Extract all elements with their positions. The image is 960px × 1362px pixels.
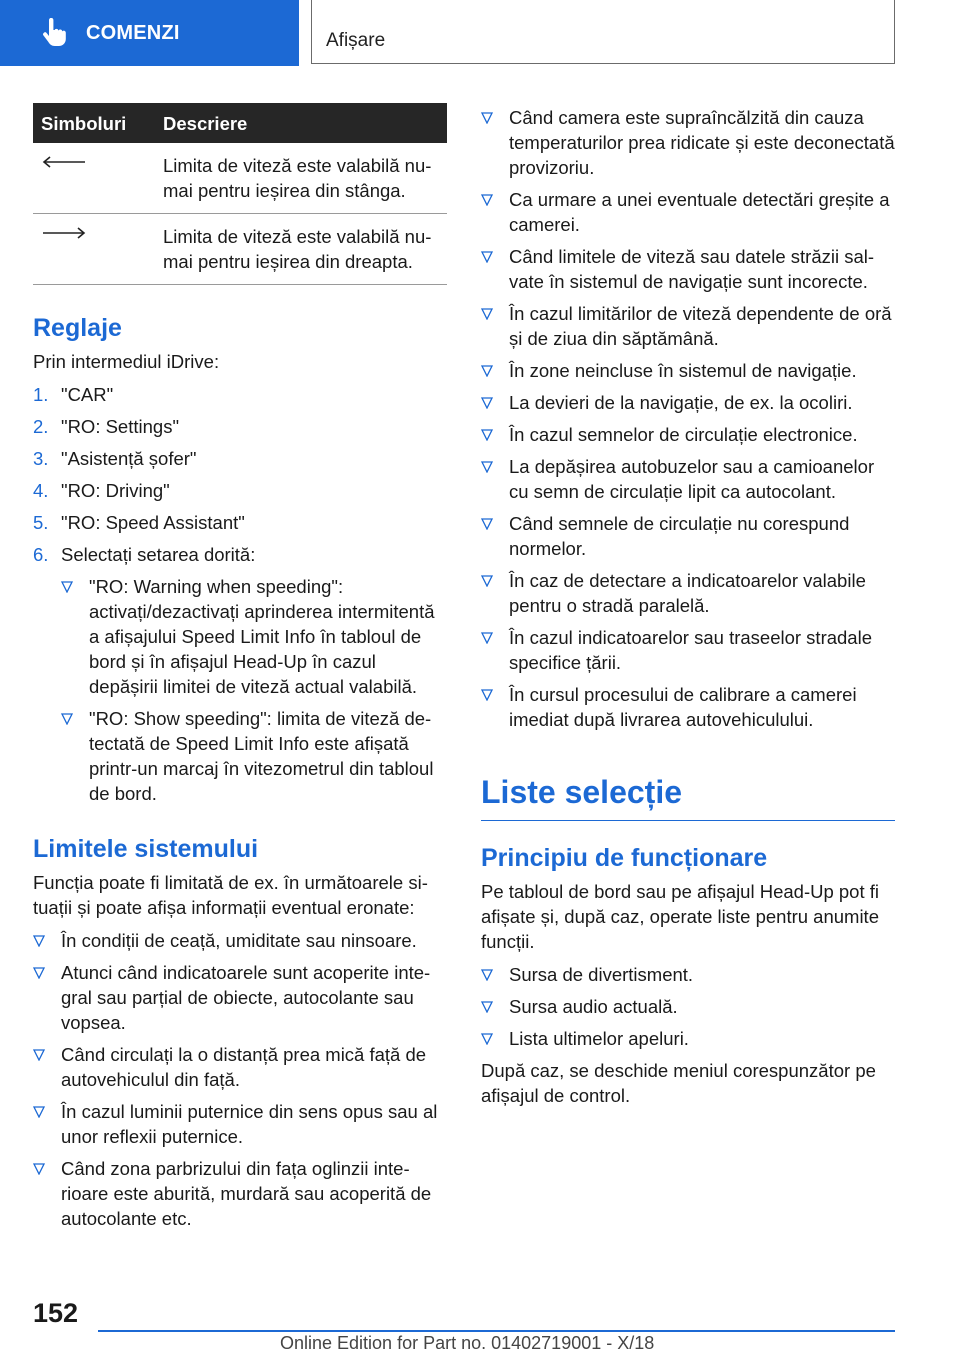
list-item-text: Când circulați la o distanță prea mică față de autovehiculul din față.	[61, 1044, 427, 1090]
step-number: 2.	[33, 416, 49, 437]
list-item	[481, 422, 895, 447]
triangle-bullet-icon	[481, 1033, 493, 1045]
triangle-bullet-icon	[33, 1106, 45, 1118]
limitele-intro: Funcția poate fi limitată de ex. în următoarele situații și poate afișa informații eventual eronate:	[33, 872, 428, 918]
list-item-text: În cazul limitărilor de viteză dependente de oră și de ziua din săptămână.	[509, 303, 892, 349]
table-header-row	[33, 103, 447, 143]
triangle-bullet-icon	[481, 632, 493, 644]
list-item	[481, 390, 895, 415]
limitele-list-continued	[481, 105, 895, 732]
list-item	[481, 511, 895, 561]
list-item-text: Când camera este supraîncălzită din cauza temperaturilor prea ridicate și este deconectată provizoriu.	[509, 107, 895, 178]
list-item-text: În cursul procesului de calibrare a camerei imediat după livrarea autovehiculului.	[509, 684, 857, 730]
list-item	[33, 1099, 447, 1149]
triangle-bullet-icon	[33, 967, 45, 979]
page-tab-label: Afișare	[326, 30, 386, 51]
sub-item-text: "RO: Show speeding": limita de viteză detectată de Speed Limit Info este afișată printr-un marcaj în vitezometrul din tabloul de bord.	[89, 708, 434, 804]
triangle-bullet-icon	[61, 581, 73, 593]
liste-outro: După caz, se deschide meniul corespunzător pe afișajul de control.	[481, 1060, 876, 1106]
section-tab-label: COMENZI	[86, 21, 180, 44]
list-item	[481, 625, 895, 675]
step-number: 5.	[33, 512, 49, 533]
hand-pointer-icon	[40, 18, 68, 48]
list-item	[33, 1042, 447, 1092]
list-item-text: La devieri de la navigație, de ex. la ocoliri.	[509, 392, 853, 413]
list-item	[33, 382, 447, 407]
list-item	[481, 1026, 895, 1051]
arrow-right-icon	[41, 226, 87, 240]
liste-intro: Pe tabloul de bord sau pe afișajul Head-Up pot fi afișate și, după caz, operate liste pentru anumite funcții.	[481, 881, 880, 952]
list-item	[33, 1156, 447, 1231]
limitele-list	[33, 928, 447, 1231]
triangle-bullet-icon	[481, 969, 493, 981]
list-item-text: Sursa de divertisment.	[509, 964, 694, 985]
triangle-bullet-icon	[481, 518, 493, 530]
heading-principiu-functionare: Principiu de funcționare	[481, 844, 768, 872]
heading-liste-selectie: Liste selecție	[481, 774, 682, 810]
triangle-bullet-icon	[481, 194, 493, 206]
step-text: "RO: Settings"	[61, 416, 180, 437]
step-number: 6.	[33, 544, 49, 565]
symbols-table	[33, 103, 447, 285]
triangle-bullet-icon	[33, 1049, 45, 1061]
list-item-text: Când semnele de circulație nu corespund normelor.	[509, 513, 850, 559]
reglaje-intro: Prin intermediul iDrive:	[33, 351, 220, 372]
list-item-text: În caz de detectare a indicatoarelor valabile pentru o stradă paralelă.	[509, 570, 866, 616]
triangle-bullet-icon	[481, 308, 493, 320]
list-item	[481, 105, 895, 180]
triangle-bullet-icon	[61, 713, 73, 725]
page-header	[0, 0, 960, 66]
triangle-bullet-icon	[481, 397, 493, 409]
arrow-left-icon	[41, 155, 87, 169]
liste-items	[481, 962, 895, 1051]
list-item-text: Când limitele de viteză sau datele străzii salvate în sistemul de navigație sunt incorecte.	[509, 246, 875, 292]
list-item	[33, 414, 447, 439]
footer-edition: Online Edition for Part no. 01402719001 - X/18	[280, 1333, 655, 1353]
page-number: 152	[33, 1298, 79, 1328]
triangle-bullet-icon	[481, 429, 493, 441]
step-text: "RO: Driving"	[61, 480, 170, 501]
right-column	[481, 103, 895, 1108]
triangle-bullet-icon	[481, 1001, 493, 1013]
list-item	[33, 960, 447, 1035]
table-header-symbols: Simboluri	[33, 103, 163, 143]
triangle-bullet-icon	[33, 1163, 45, 1175]
list-item-text: În condiții de ceață, umiditate sau ninsoare.	[61, 930, 417, 951]
heading-liste-selectie-block	[481, 772, 895, 821]
list-item-text: În cazul indicatoarelor sau traseelor stradale specifice țării.	[509, 627, 872, 673]
section-tab-comenzi[interactable]	[0, 0, 299, 66]
triangle-bullet-icon	[481, 365, 493, 377]
list-item	[481, 358, 895, 383]
list-item-text: Lista ultimelor apeluri.	[509, 1028, 689, 1049]
list-item	[33, 542, 447, 806]
page-tab-afisare[interactable]	[311, 0, 895, 64]
list-item-text: În zone neincluse în sistemul de navigație.	[509, 360, 857, 381]
heading-reglaje: Reglaje	[33, 314, 122, 342]
table-cell-symbol	[33, 143, 163, 214]
list-item-text: În cazul luminii puternice din sens opus sau al unor reflexii puternice.	[61, 1101, 438, 1147]
list-item-text: Sursa audio actuală.	[509, 996, 678, 1017]
list-item-text: Ca urmare a unei eventuale detectări greșite a camerei.	[509, 189, 890, 235]
table-cell-description: Limita de viteză este valabilă numai pentru ieșirea din stânga.	[163, 143, 447, 214]
list-item	[481, 682, 895, 732]
list-item	[481, 187, 895, 237]
triangle-bullet-icon	[33, 935, 45, 947]
step-text: "Asistență șofer"	[61, 448, 197, 469]
list-item	[33, 446, 447, 471]
triangle-bullet-icon	[481, 461, 493, 473]
list-item	[481, 994, 895, 1019]
footer-divider	[98, 1330, 895, 1332]
table-cell-description: Limita de viteză este valabilă numai pentru ieșirea din dreapta.	[163, 214, 447, 285]
list-item-text: Când zona parbrizului din fața oglinzii interioare este aburită, murdară sau acoperită de autocolante etc.	[61, 1158, 432, 1229]
left-column	[33, 103, 447, 1238]
list-item	[61, 706, 447, 806]
heading-limitele-sistemului: Limitele sistemului	[33, 835, 259, 863]
step-text: "RO: Speed Assistant"	[61, 512, 245, 533]
list-item	[481, 568, 895, 618]
step-number: 3.	[33, 448, 49, 469]
table-row	[33, 143, 447, 214]
sub-item-text: "RO: Warning when speeding": activați/dezactivați aprinderea intermitentă a afișajului Speed Limit Info în tabloul de bord și în afișajul Head-Up în cazul depășirii limitei de viteză actual valabilă.	[89, 576, 435, 697]
triangle-bullet-icon	[481, 251, 493, 263]
list-item	[33, 478, 447, 503]
step-text: Selectați setarea dorită:	[61, 544, 256, 565]
triangle-bullet-icon	[481, 112, 493, 124]
list-item-text: La depășirea autobuzelor sau a camioanelor cu semn de circulație lipit ca autocolant.	[509, 456, 875, 502]
list-item	[481, 301, 895, 351]
list-item	[33, 928, 447, 953]
triangle-bullet-icon	[481, 689, 493, 701]
list-item	[481, 244, 895, 294]
list-item-text: Atunci când indicatoarele sunt acoperite integral sau parțial de obiecte, autocolante sau vopsea.	[61, 962, 431, 1033]
table-cell-symbol	[33, 214, 163, 285]
step-number: 1.	[33, 384, 49, 405]
table-row	[33, 214, 447, 285]
list-item	[61, 574, 447, 699]
step-text: "CAR"	[61, 384, 114, 405]
step-number: 4.	[33, 480, 49, 501]
list-item	[481, 962, 895, 987]
list-item	[33, 510, 447, 535]
sub-list	[61, 574, 447, 806]
list-item-text: În cazul semnelor de circulație electronice.	[509, 424, 858, 445]
table-header-description: Descriere	[163, 103, 447, 143]
list-item	[481, 454, 895, 504]
reglaje-steps	[33, 382, 447, 806]
triangle-bullet-icon	[481, 575, 493, 587]
